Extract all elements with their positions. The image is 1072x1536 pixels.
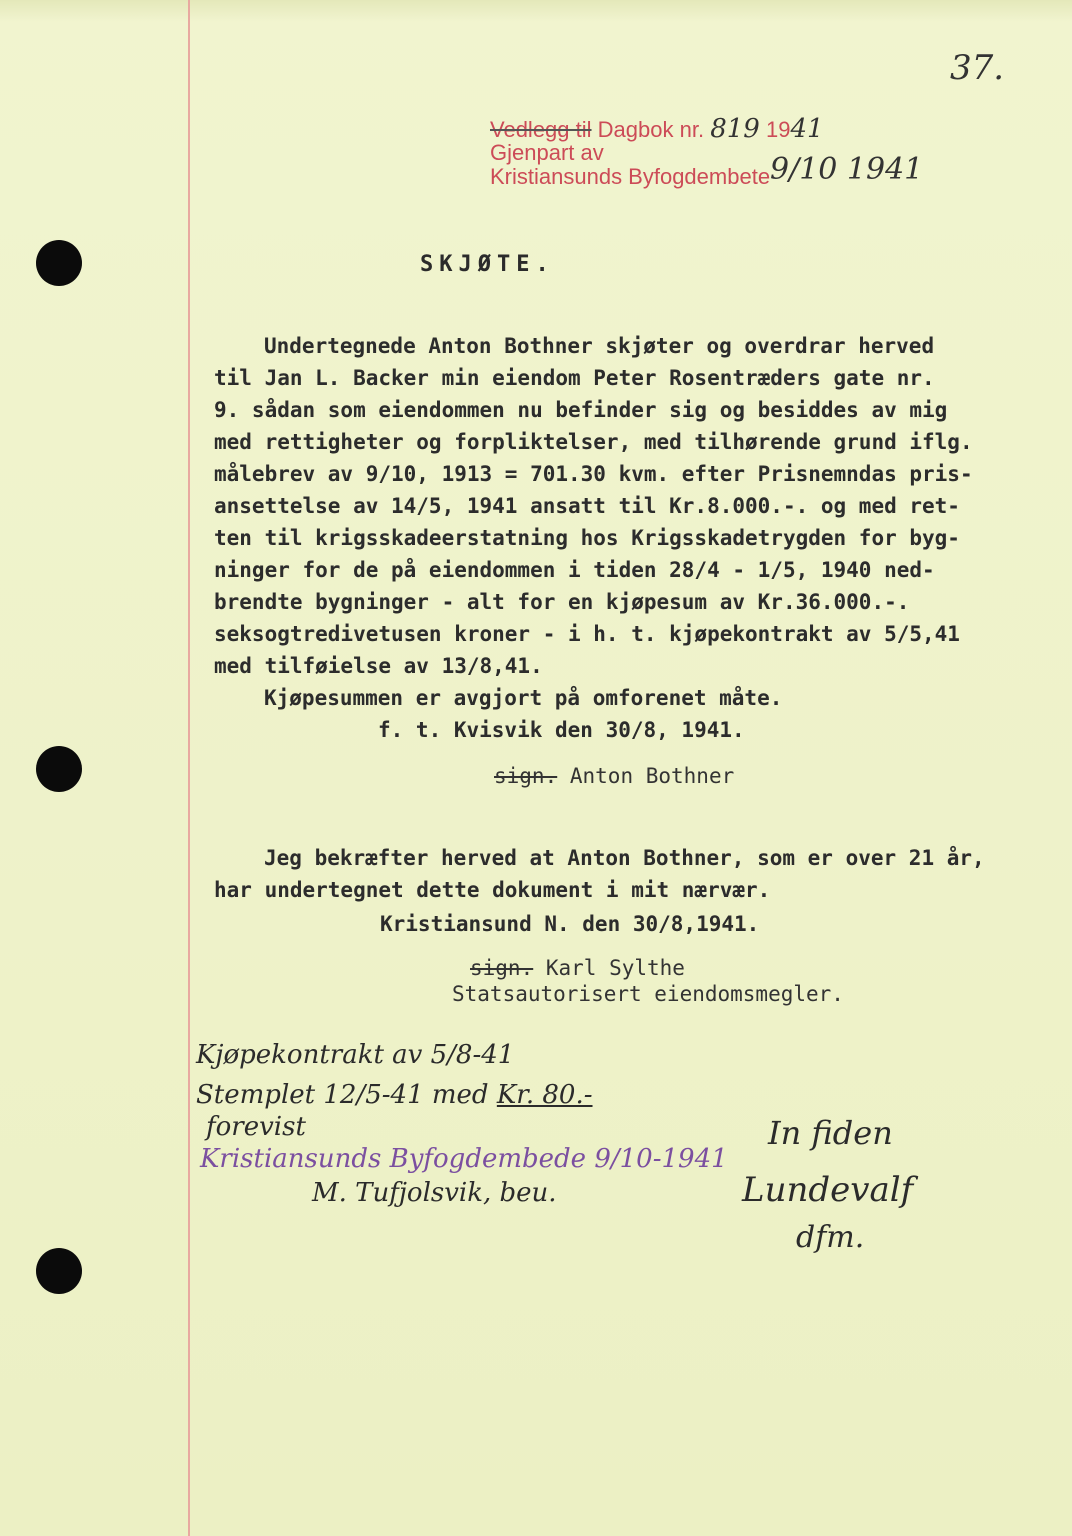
- handwritten-office-stamp: Kristiansunds Byfogdembede 9/10-1941: [200, 1144, 728, 1174]
- stamp-date-handwritten: 9/10 1941: [770, 152, 924, 187]
- signature-karl-sylthe: [470, 956, 685, 980]
- punch-hole-icon: [36, 1248, 82, 1294]
- confirm-line: Jeg bekræfter herved at Anton Bothner, som er over 21 år,: [264, 846, 985, 870]
- body-line: seksogtredivetusen kroner - i h. t. kjøpekontrakt av 5/5,41: [214, 622, 960, 646]
- confirm-line: har undertegnet dette dokument i mit nærvær.: [214, 878, 771, 902]
- handwritten-note: [196, 1080, 593, 1110]
- handwritten-fee: Kr. 80.-: [496, 1080, 593, 1110]
- body-line: 9. sådan som eiendommen nu befinder sig og besiddes av mig: [214, 398, 948, 422]
- handwritten-note-right: dfm.: [796, 1220, 865, 1255]
- confirm-line: Kristiansund N. den 30/8,1941.: [380, 912, 760, 936]
- punch-hole-icon: [36, 746, 82, 792]
- body-line: ten til krigsskadeerstatning hos Krigsskadetrygden for byg-: [214, 526, 960, 550]
- sign-abbrev: sign.: [494, 764, 558, 788]
- body-line: med tilføielse av 13/8,41.: [214, 654, 543, 678]
- document-title: SKJØTE.: [420, 252, 555, 277]
- body-line: ninger for de på eiendommen i tiden 28/4 - 1/5, 1940 ned-: [214, 558, 935, 582]
- sign-abbrev: sign.: [470, 956, 534, 980]
- stamp-dagbok-number: 819: [710, 114, 760, 144]
- stamp-line2: Gjenpart av: [490, 140, 604, 165]
- body-line: Kjøpesummen er avgjort på omforenet måte.: [264, 686, 783, 710]
- handwritten-signature-right: Lundevalf: [742, 1170, 914, 1210]
- punch-hole-icon: [36, 240, 82, 286]
- handwritten-stamp-text: Stemplet 12/5-41 med: [196, 1080, 489, 1110]
- body-line: Undertegnede Anton Bothner skjøter og overdrar herved: [264, 334, 935, 358]
- margin-line: [188, 0, 190, 1536]
- page-number: 37.: [950, 48, 1005, 88]
- signer-name: Karl Sylthe: [545, 956, 685, 980]
- stamp-year-suffix: 41: [790, 114, 824, 144]
- stamp-line3: Kristiansunds Byfogdembete: [490, 164, 771, 189]
- signature-anton-bothner: [494, 764, 734, 788]
- stamp-year-prefix: 19: [765, 117, 791, 142]
- handwritten-signature: M. Tufjolsvik, beu.: [312, 1178, 557, 1208]
- body-line: til Jan L. Backer min eiendom Peter Rosentræders gate nr.: [214, 366, 935, 390]
- signer-name: Anton Bothner: [569, 764, 735, 788]
- handwritten-note: Kjøpekontrakt av 5/8-41: [196, 1040, 515, 1070]
- body-line: ansettelse av 14/5, 1941 ansatt til Kr.8.000.-. og med ret-: [214, 494, 960, 518]
- top-shadow: [0, 0, 1072, 22]
- stamp-dagbok-label: Dagbok nr.: [597, 117, 705, 142]
- stamp-struck-text: Vedlegg til: [490, 117, 592, 142]
- signer-title: Statsautorisert eiendomsmegler.: [452, 982, 844, 1006]
- body-line: målebrev av 9/10, 1913 = 701.30 kvm. efter Prisnemndas pris-: [214, 462, 973, 486]
- handwritten-note: forevist: [206, 1112, 306, 1142]
- body-line: med rettigheter og forpliktelser, med tilhørende grund iflg.: [214, 430, 973, 454]
- body-line: f. t. Kvisvik den 30/8, 1941.: [378, 718, 745, 742]
- handwritten-note-right: In fiden: [768, 1114, 893, 1152]
- body-line: brendte bygninger - alt for en kjøpesum av Kr.36.000.-.: [214, 590, 910, 614]
